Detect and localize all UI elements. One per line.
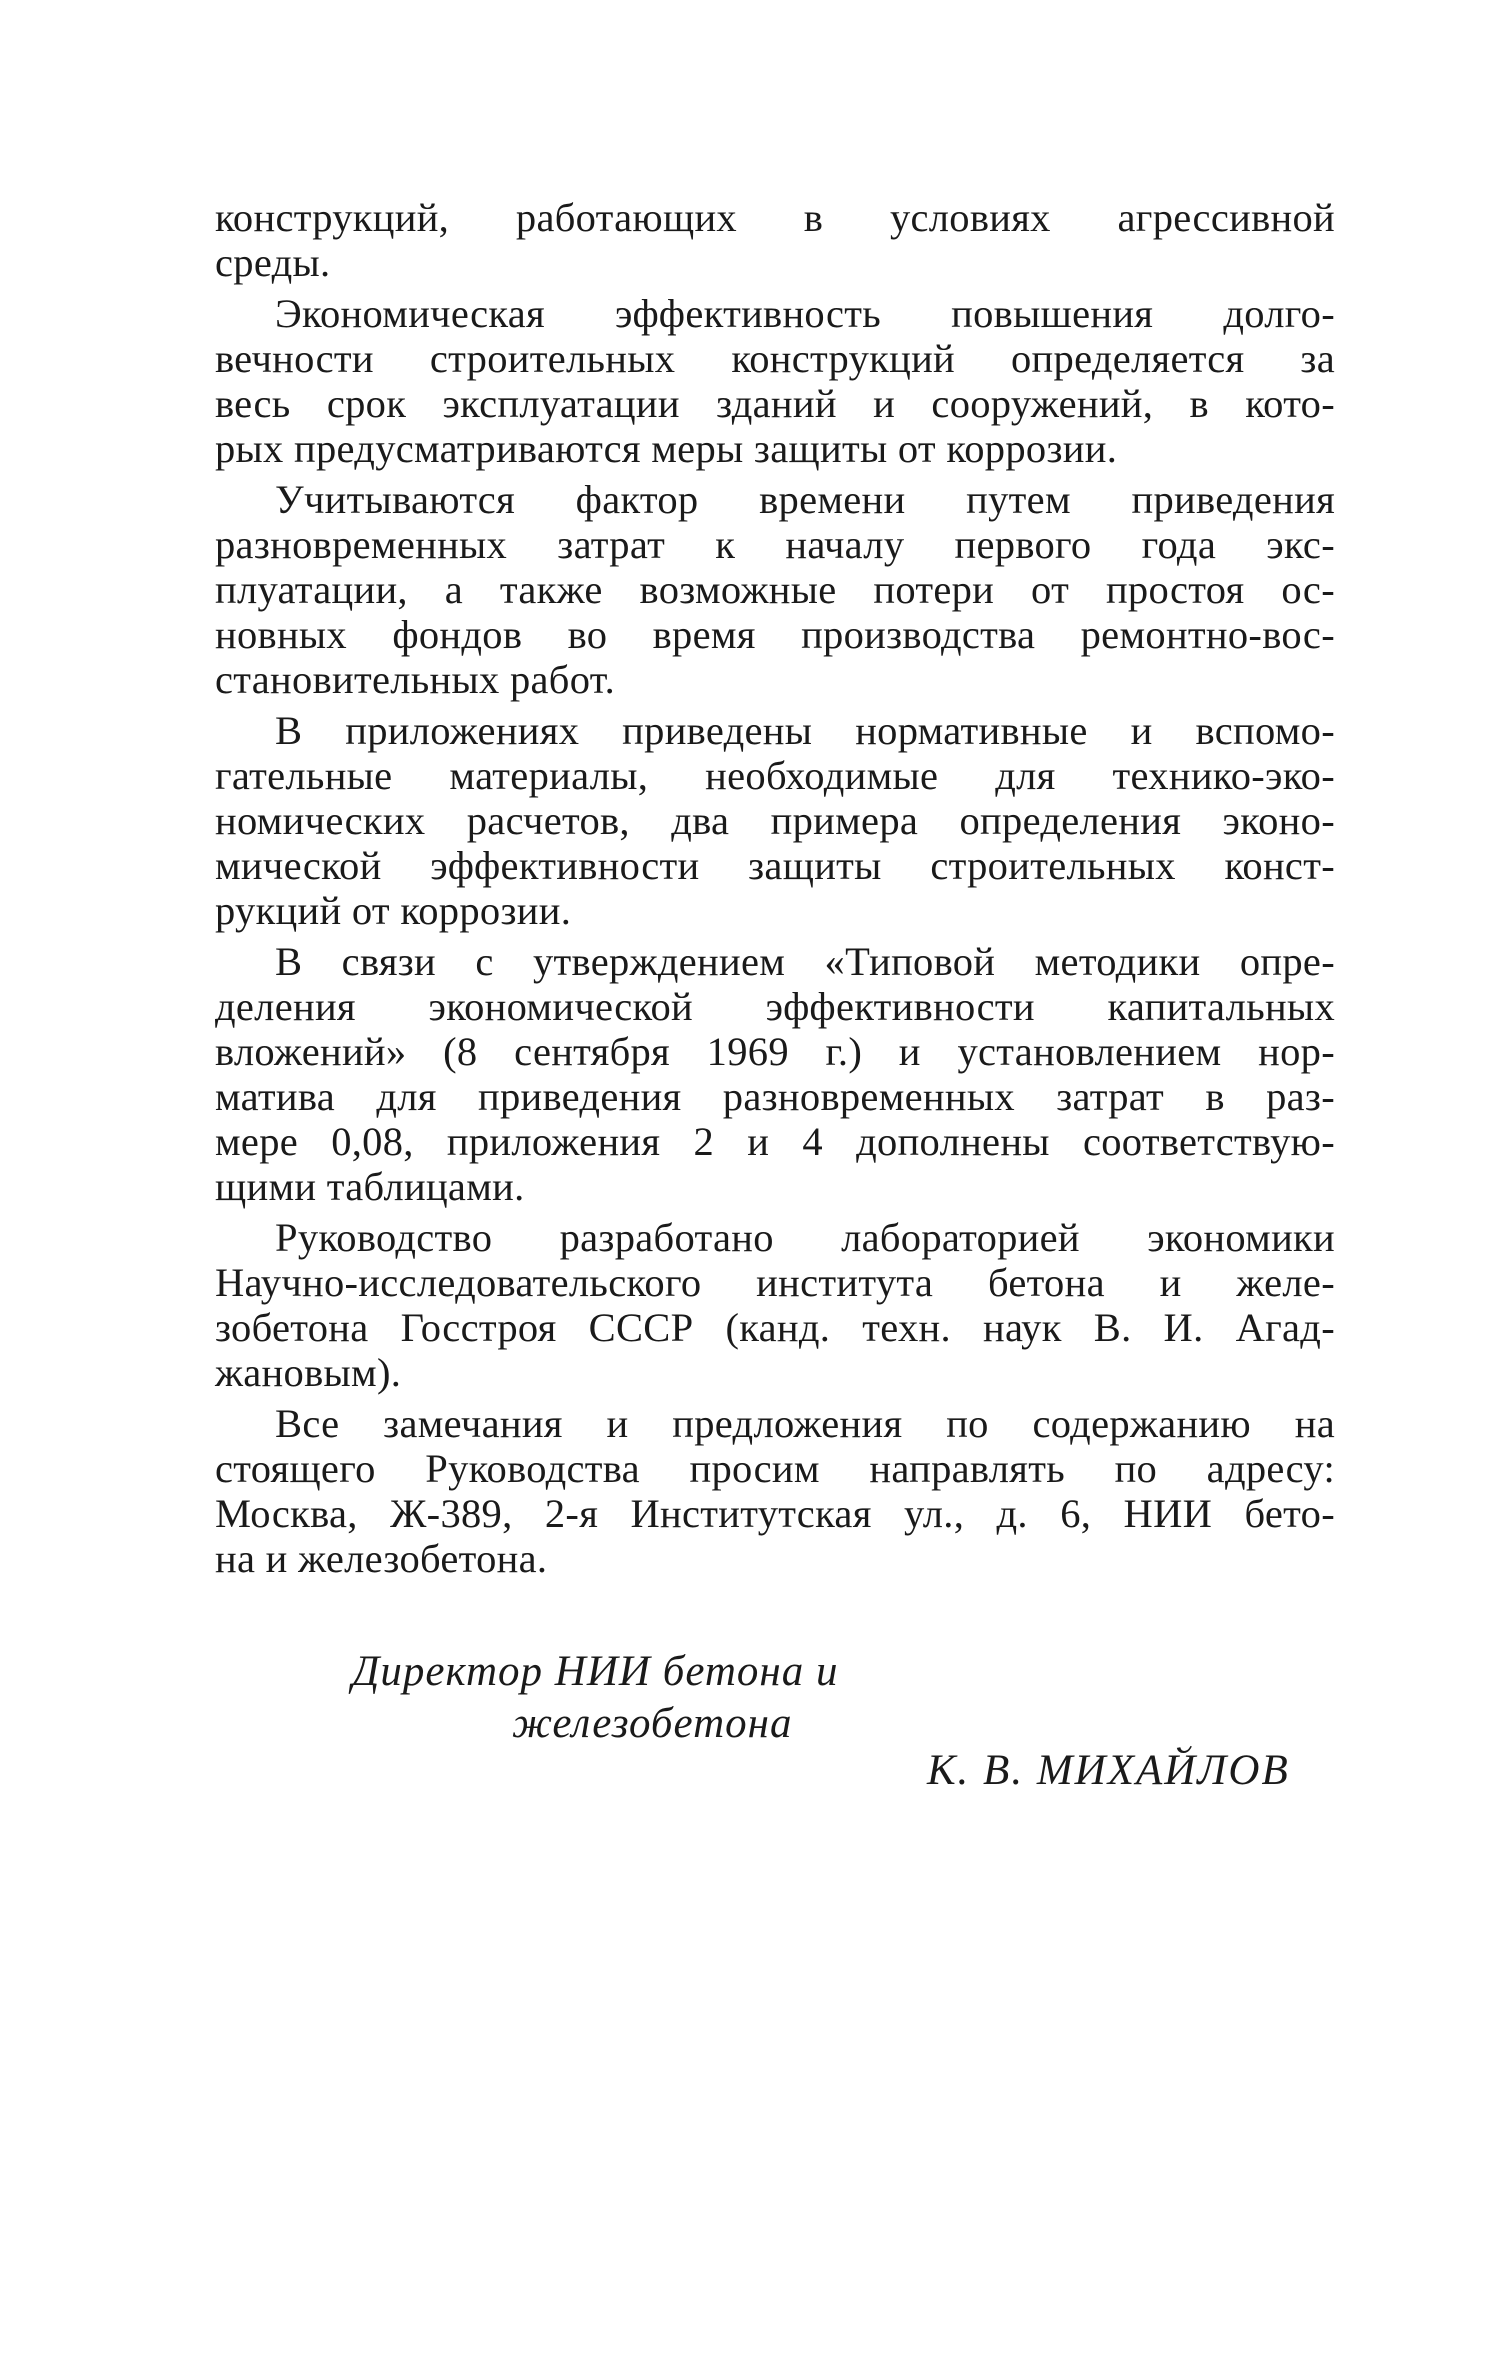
text-line: В связи с утверждением «Типовой методики опре-	[275, 939, 1335, 984]
paragraph-4	[215, 708, 1335, 933]
text-line: весь срок эксплуатации зданий и сооружений, в кото-	[215, 381, 1335, 426]
text-line: Экономическая эффективность повышения долго-	[275, 291, 1335, 336]
text-line: стоящего Руководства просим направлять по адресу:	[215, 1446, 1335, 1491]
paragraph-5	[215, 939, 1335, 1209]
text-line: становительных работ.	[215, 657, 616, 702]
text-line: зобетона Госстроя СССР (канд. техн. наук В. И. Агад-	[215, 1305, 1335, 1350]
paragraph-7	[215, 1401, 1335, 1581]
text-line: Учитываются фактор времени путем приведения	[275, 477, 1335, 522]
text-line: Все замечания и предложения по содержанию на	[275, 1401, 1335, 1446]
paragraph-2	[215, 291, 1335, 471]
text-line: жановым).	[215, 1350, 402, 1395]
text-line: мической эффективности защиты строительных конст-	[215, 843, 1335, 888]
text-line: на и железобетона.	[215, 1536, 548, 1581]
text-line: гательные материалы, необходимые для технико-эко-	[215, 753, 1335, 798]
paragraph-1	[215, 195, 1335, 285]
paragraph-6	[215, 1215, 1335, 1395]
body-text	[215, 195, 1335, 1587]
paragraph-3	[215, 477, 1335, 702]
text-line: мере 0,08, приложения 2 и 4 дополнены соответствую-	[215, 1119, 1335, 1164]
text-line: рукций от коррозии.	[215, 888, 572, 933]
text-line: В приложениях приведены нормативные и вспомо-	[275, 708, 1335, 753]
text-line: рых предусматриваются меры защиты от коррозии.	[215, 426, 1118, 471]
text-line: Руководство разработано лабораторией экономики	[275, 1215, 1335, 1260]
text-line: разновременных затрат к началу первого года экс-	[215, 522, 1335, 567]
text-line: вечности строительных конструкций определяется за	[215, 336, 1335, 381]
signatory-name: К. В. МИХАЙЛОВ	[927, 1747, 1290, 1794]
text-line: матива для приведения разновременных затрат в раз-	[215, 1074, 1335, 1119]
text-line: деления экономической эффективности капитальных	[215, 984, 1335, 1029]
text-line: среды.	[215, 240, 331, 285]
text-line: новных фондов во время производства ремонтно-вос-	[215, 612, 1335, 657]
text-line: номических расчетов, два примера определения эконо-	[215, 798, 1335, 843]
signatory-title-continued: железобетона	[512, 1700, 793, 1747]
text-line: вложений» (8 сентября 1969 г.) и установлением нор-	[215, 1029, 1335, 1074]
text-line: Научно-исследовательского института бетона и желе-	[215, 1260, 1335, 1305]
text-line: конструкций, работающих в условиях агрессивной	[215, 195, 1335, 240]
text-line: плуатации, а также возможные потери от простоя ос-	[215, 567, 1335, 612]
signatory-title: Директор НИИ бетона и	[352, 1648, 839, 1695]
text-line: Москва, Ж-389, 2-я Институтская ул., д. 6, НИИ бето-	[215, 1491, 1335, 1536]
text-line: щими таблицами.	[215, 1164, 525, 1209]
